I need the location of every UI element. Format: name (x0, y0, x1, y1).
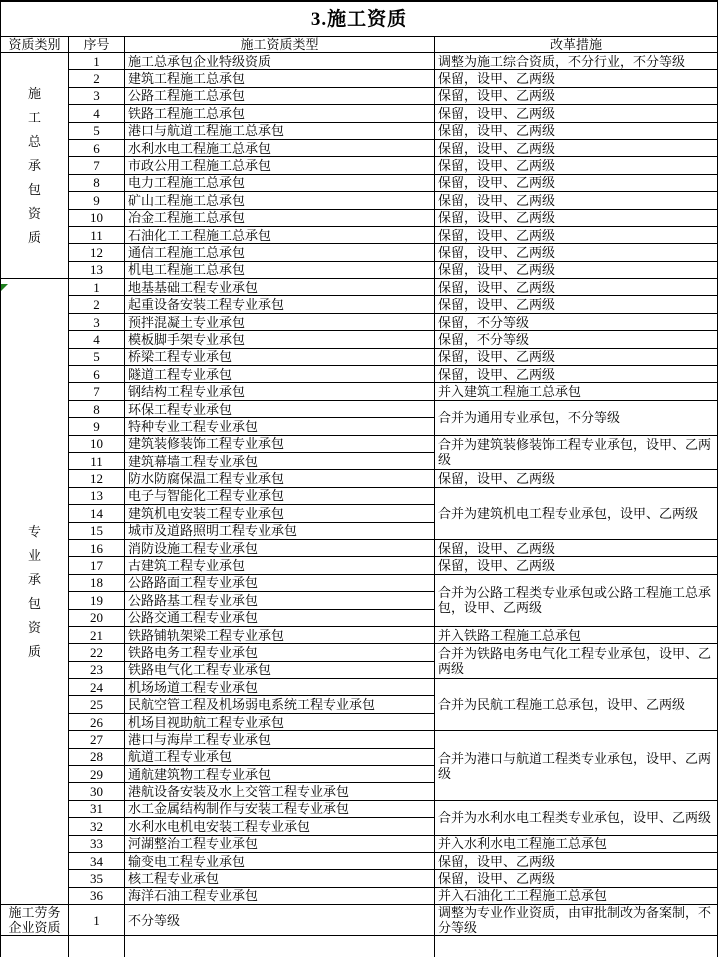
qualification-type-cell: 古建筑工程专业承包 (125, 557, 435, 574)
qualification-type-cell: 水利水电机电安装工程专业承包 (125, 818, 435, 835)
qualification-type-cell: 电子与智能化工程专业承包 (125, 487, 435, 504)
row-number-cell: 29 (69, 766, 125, 783)
qualification-type-cell: 不分等级 (125, 905, 435, 936)
green-triangle-shape (1, 284, 8, 291)
row-number-cell: 1 (69, 53, 125, 70)
row-number-cell: 17 (69, 557, 125, 574)
table-row (1, 53, 718, 70)
reform-measure-cell: 合并为水利水电工程类专业承包，设甲、乙两级 (435, 800, 718, 835)
reform-measure-cell: 合并为港口与航道工程类专业承包，设甲、乙两级 (435, 731, 718, 801)
reform-measure-cell: 保留，设甲、乙两级 (435, 226, 718, 243)
table-row (1, 905, 718, 936)
reform-measure-cell: 保留，设甲、乙两级 (435, 209, 718, 226)
qualification-type-cell: 消防设施工程专业承包 (125, 539, 435, 556)
clipped-empty-row (1, 936, 718, 957)
row-number-cell: 9 (69, 192, 125, 209)
row-number-cell: 16 (69, 539, 125, 556)
qualification-type-cell: 环保工程专业承包 (125, 400, 435, 417)
qualification-type-cell: 通航建筑物工程专业承包 (125, 766, 435, 783)
qualification-type-cell: 铁路电务工程专业承包 (125, 644, 435, 661)
qualification-type-cell: 石油化工工程施工总承包 (125, 226, 435, 243)
table-row (1, 87, 718, 104)
reform-measure-cell: 保留，设甲、乙两级 (435, 139, 718, 156)
reform-measure-cell: 保留，设甲、乙两级 (435, 105, 718, 122)
qualification-type-cell: 桥梁工程专业承包 (125, 348, 435, 365)
row-number-cell: 7 (69, 157, 125, 174)
table-row (1, 435, 718, 452)
reform-measure-cell: 合并为建筑装修装饰工程专业承包，设甲、乙两级 (435, 435, 718, 470)
qualification-type-cell: 港口与海岸工程专业承包 (125, 731, 435, 748)
row-number-cell: 25 (69, 696, 125, 713)
row-number-cell: 7 (69, 383, 125, 400)
reform-measure-cell: 保留，不分等级 (435, 313, 718, 330)
row-number-cell: 30 (69, 783, 125, 800)
row-number-cell: 6 (69, 139, 125, 156)
qualification-type-cell: 公路路基工程专业承包 (125, 592, 435, 609)
table-row (1, 139, 718, 156)
table-row (1, 870, 718, 887)
table-body (1, 53, 718, 957)
row-number-cell: 13 (69, 487, 125, 504)
row-number-cell: 28 (69, 748, 125, 765)
qualification-type-cell: 机场场道工程专业承包 (125, 679, 435, 696)
qualification-type-cell: 市政公用工程施工总承包 (125, 157, 435, 174)
qualification-type-cell: 铁路铺轨架梁工程专业承包 (125, 626, 435, 643)
table-row (1, 296, 718, 313)
reform-measure-cell: 保留，设甲、乙两级 (435, 366, 718, 383)
reform-measure-cell: 并入建筑工程施工总承包 (435, 383, 718, 400)
table-row (1, 383, 718, 400)
qualification-type-cell: 冶金工程施工总承包 (125, 209, 435, 226)
category-vertical-text (3, 82, 66, 250)
reform-measure-cell: 保留，设甲、乙两级 (435, 348, 718, 365)
qualification-type-cell: 通信工程施工总承包 (125, 244, 435, 261)
row-number-cell: 4 (69, 331, 125, 348)
empty-cell (435, 936, 718, 957)
category-char: 资 (27, 205, 41, 221)
row-number-cell: 31 (69, 800, 125, 817)
qualification-type-cell: 铁路电气化工程专业承包 (125, 661, 435, 678)
reform-measure-cell: 调整为施工综合资质，不分行业，不分等级 (435, 53, 718, 70)
table-row (1, 261, 718, 278)
empty-cell (1, 936, 69, 957)
column-header-category: 资质类别 (1, 37, 69, 53)
table-row (1, 366, 718, 383)
table-row (1, 174, 718, 191)
reform-measure-cell: 保留，设甲、乙两级 (435, 174, 718, 191)
reform-measure-cell: 合并为铁路电务电气化工程专业承包，设甲、乙两级 (435, 644, 718, 679)
qualification-type-cell: 特种专业工程专业承包 (125, 418, 435, 435)
table-row (1, 192, 718, 209)
qualification-type-cell: 机电工程施工总承包 (125, 261, 435, 278)
row-number-cell: 1 (69, 279, 125, 296)
category-cell (1, 279, 69, 905)
page-title: 3.施工资质 (1, 1, 718, 37)
qualification-type-cell: 建筑装修装饰工程专业承包 (125, 435, 435, 452)
row-number-cell: 24 (69, 679, 125, 696)
table-row (1, 400, 718, 417)
reform-measure-cell: 保留，设甲、乙两级 (435, 244, 718, 261)
qualification-type-cell: 钢结构工程专业承包 (125, 383, 435, 400)
table-row (1, 835, 718, 852)
row-number-cell: 1 (69, 905, 125, 936)
qualification-type-cell: 建筑机电安装工程专业承包 (125, 505, 435, 522)
table-row (1, 679, 718, 696)
category-char: 业 (27, 547, 41, 563)
table-row (1, 574, 718, 591)
table-row (1, 157, 718, 174)
table-row (1, 852, 718, 869)
row-number-cell: 5 (69, 348, 125, 365)
category-char: 施 (27, 85, 41, 101)
qualification-type-cell: 地基基础工程专业承包 (125, 279, 435, 296)
category-char: 总 (27, 133, 41, 149)
reform-measure-cell: 保留，设甲、乙两级 (435, 852, 718, 869)
table-row (1, 887, 718, 904)
qualification-type-cell: 矿山工程施工总承包 (125, 192, 435, 209)
qualification-type-cell: 核工程专业承包 (125, 870, 435, 887)
reform-measure-cell: 保留，设甲、乙两级 (435, 261, 718, 278)
row-number-cell: 22 (69, 644, 125, 661)
reform-measure-cell: 合并为公路工程类专业承包或公路工程施工总承包，设甲、乙两级 (435, 574, 718, 626)
reform-measure-cell: 保留，设甲、乙两级 (435, 296, 718, 313)
category-char: 包 (27, 595, 41, 611)
category-char: 资 (27, 619, 41, 635)
row-number-cell: 2 (69, 70, 125, 87)
qualification-type-cell: 港口与航道工程施工总承包 (125, 122, 435, 139)
category-cell (1, 53, 69, 279)
table-row (1, 70, 718, 87)
qualification-type-cell: 电力工程施工总承包 (125, 174, 435, 191)
reform-measure-cell: 保留，设甲、乙两级 (435, 557, 718, 574)
row-number-cell: 34 (69, 852, 125, 869)
qualification-type-cell: 河湖整治工程专业承包 (125, 835, 435, 852)
row-number-cell: 5 (69, 122, 125, 139)
reform-measure-cell: 合并为民航工程施工总承包，设甲、乙两级 (435, 679, 718, 731)
row-number-cell: 32 (69, 818, 125, 835)
table-row (1, 331, 718, 348)
reform-measure-cell: 保留，设甲、乙两级 (435, 870, 718, 887)
table-row (1, 348, 718, 365)
qualification-type-cell: 建筑工程施工总承包 (125, 70, 435, 87)
row-number-cell: 4 (69, 105, 125, 122)
qualification-type-cell: 防水防腐保温工程专业承包 (125, 470, 435, 487)
row-number-cell: 12 (69, 470, 125, 487)
reform-measure-cell: 保留，不分等级 (435, 331, 718, 348)
row-number-cell: 20 (69, 609, 125, 626)
category-char: 质 (27, 229, 41, 245)
table-row (1, 122, 718, 139)
qualification-type-cell: 城市及道路照明工程专业承包 (125, 522, 435, 539)
qualification-type-cell: 机场目视助航工程专业承包 (125, 713, 435, 730)
table-row (1, 644, 718, 661)
category-char: 专 (27, 523, 41, 539)
row-number-cell: 26 (69, 713, 125, 730)
row-number-cell: 8 (69, 174, 125, 191)
row-number-cell: 19 (69, 592, 125, 609)
qualification-type-cell: 海洋石油工程专业承包 (125, 887, 435, 904)
category-char: 承 (27, 571, 41, 587)
reform-measure-cell: 合并为通用专业承包，不分等级 (435, 400, 718, 435)
row-number-cell: 21 (69, 626, 125, 643)
table-row (1, 487, 718, 504)
row-number-cell: 36 (69, 887, 125, 904)
column-header-number: 序号 (69, 37, 125, 53)
row-number-cell: 9 (69, 418, 125, 435)
category-cell: 施工劳务企业资质 (1, 905, 69, 936)
row-number-cell: 27 (69, 731, 125, 748)
table-row (1, 244, 718, 261)
reform-measure-cell: 并入水利水电工程施工总承包 (435, 835, 718, 852)
row-number-cell: 14 (69, 505, 125, 522)
qualification-type-cell: 隧道工程专业承包 (125, 366, 435, 383)
table-row (1, 470, 718, 487)
qualification-type-cell: 起重设备安装工程专业承包 (125, 296, 435, 313)
row-number-cell: 13 (69, 261, 125, 278)
qualification-type-cell: 施工总承包企业特级资质 (125, 53, 435, 70)
category-char: 工 (27, 109, 41, 125)
qualification-type-cell: 建筑幕墙工程专业承包 (125, 452, 435, 469)
table-row (1, 626, 718, 643)
reform-measure-cell: 保留，设甲、乙两级 (435, 470, 718, 487)
reform-measure-cell: 保留，设甲、乙两级 (435, 157, 718, 174)
title-row (1, 1, 718, 37)
qualification-type-cell: 水工金属结构制作与安装工程专业承包 (125, 800, 435, 817)
table-row (1, 105, 718, 122)
table-row (1, 539, 718, 556)
reform-measure-cell: 保留，设甲、乙两级 (435, 70, 718, 87)
column-header-type: 施工资质类型 (125, 37, 435, 53)
qualification-type-cell: 港航设备安装及水上交管工程专业承包 (125, 783, 435, 800)
green-triangle-comment-icon (1, 284, 8, 291)
header-row (1, 37, 718, 53)
table-row (1, 226, 718, 243)
row-number-cell: 12 (69, 244, 125, 261)
qualification-type-cell: 铁路工程施工总承包 (125, 105, 435, 122)
table-row (1, 313, 718, 330)
reform-measure-cell: 保留，设甲、乙两级 (435, 539, 718, 556)
row-number-cell: 23 (69, 661, 125, 678)
reform-measure-cell: 保留，设甲、乙两级 (435, 122, 718, 139)
reform-measure-cell: 保留，设甲、乙两级 (435, 279, 718, 296)
row-number-cell: 8 (69, 400, 125, 417)
qualification-type-cell: 公路工程施工总承包 (125, 87, 435, 104)
qualification-type-cell: 预拌混凝土专业承包 (125, 313, 435, 330)
row-number-cell: 35 (69, 870, 125, 887)
category-vertical-text (3, 520, 66, 664)
reform-measure-cell: 调整为专业作业资质，由审批制改为备案制，不分等级 (435, 905, 718, 936)
qualification-type-cell: 公路路面工程专业承包 (125, 574, 435, 591)
category-char: 包 (27, 181, 41, 197)
table-row (1, 557, 718, 574)
column-header-measure: 改革措施 (435, 37, 718, 53)
row-number-cell: 2 (69, 296, 125, 313)
qualification-type-cell: 输变电工程专业承包 (125, 852, 435, 869)
row-number-cell: 11 (69, 452, 125, 469)
row-number-cell: 10 (69, 209, 125, 226)
row-number-cell: 6 (69, 366, 125, 383)
reform-measure-cell: 保留，设甲、乙两级 (435, 192, 718, 209)
row-number-cell: 10 (69, 435, 125, 452)
qualification-type-cell: 水利水电工程施工总承包 (125, 139, 435, 156)
table-row (1, 800, 718, 817)
table-row (1, 731, 718, 748)
reform-measure-cell: 并入铁路工程施工总承包 (435, 626, 718, 643)
row-number-cell: 11 (69, 226, 125, 243)
empty-cell (125, 936, 435, 957)
qualification-type-cell: 民航空管工程及机场弱电系统工程专业承包 (125, 696, 435, 713)
qualification-type-cell: 模板脚手架专业承包 (125, 331, 435, 348)
row-number-cell: 33 (69, 835, 125, 852)
table-row (1, 209, 718, 226)
category-char: 质 (27, 643, 41, 659)
row-number-cell: 15 (69, 522, 125, 539)
qualification-type-cell: 公路交通工程专业承包 (125, 609, 435, 626)
reform-measure-cell: 保留，设甲、乙两级 (435, 87, 718, 104)
row-number-cell: 3 (69, 87, 125, 104)
empty-cell (69, 936, 125, 957)
row-number-cell: 18 (69, 574, 125, 591)
reform-measure-cell: 并入石油化工工程施工总承包 (435, 887, 718, 904)
category-char: 承 (27, 157, 41, 173)
reform-measure-cell: 合并为建筑机电工程专业承包，设甲、乙两级 (435, 487, 718, 539)
table-row (1, 279, 718, 296)
row-number-cell: 3 (69, 313, 125, 330)
qualification-type-cell: 航道工程专业承包 (125, 748, 435, 765)
